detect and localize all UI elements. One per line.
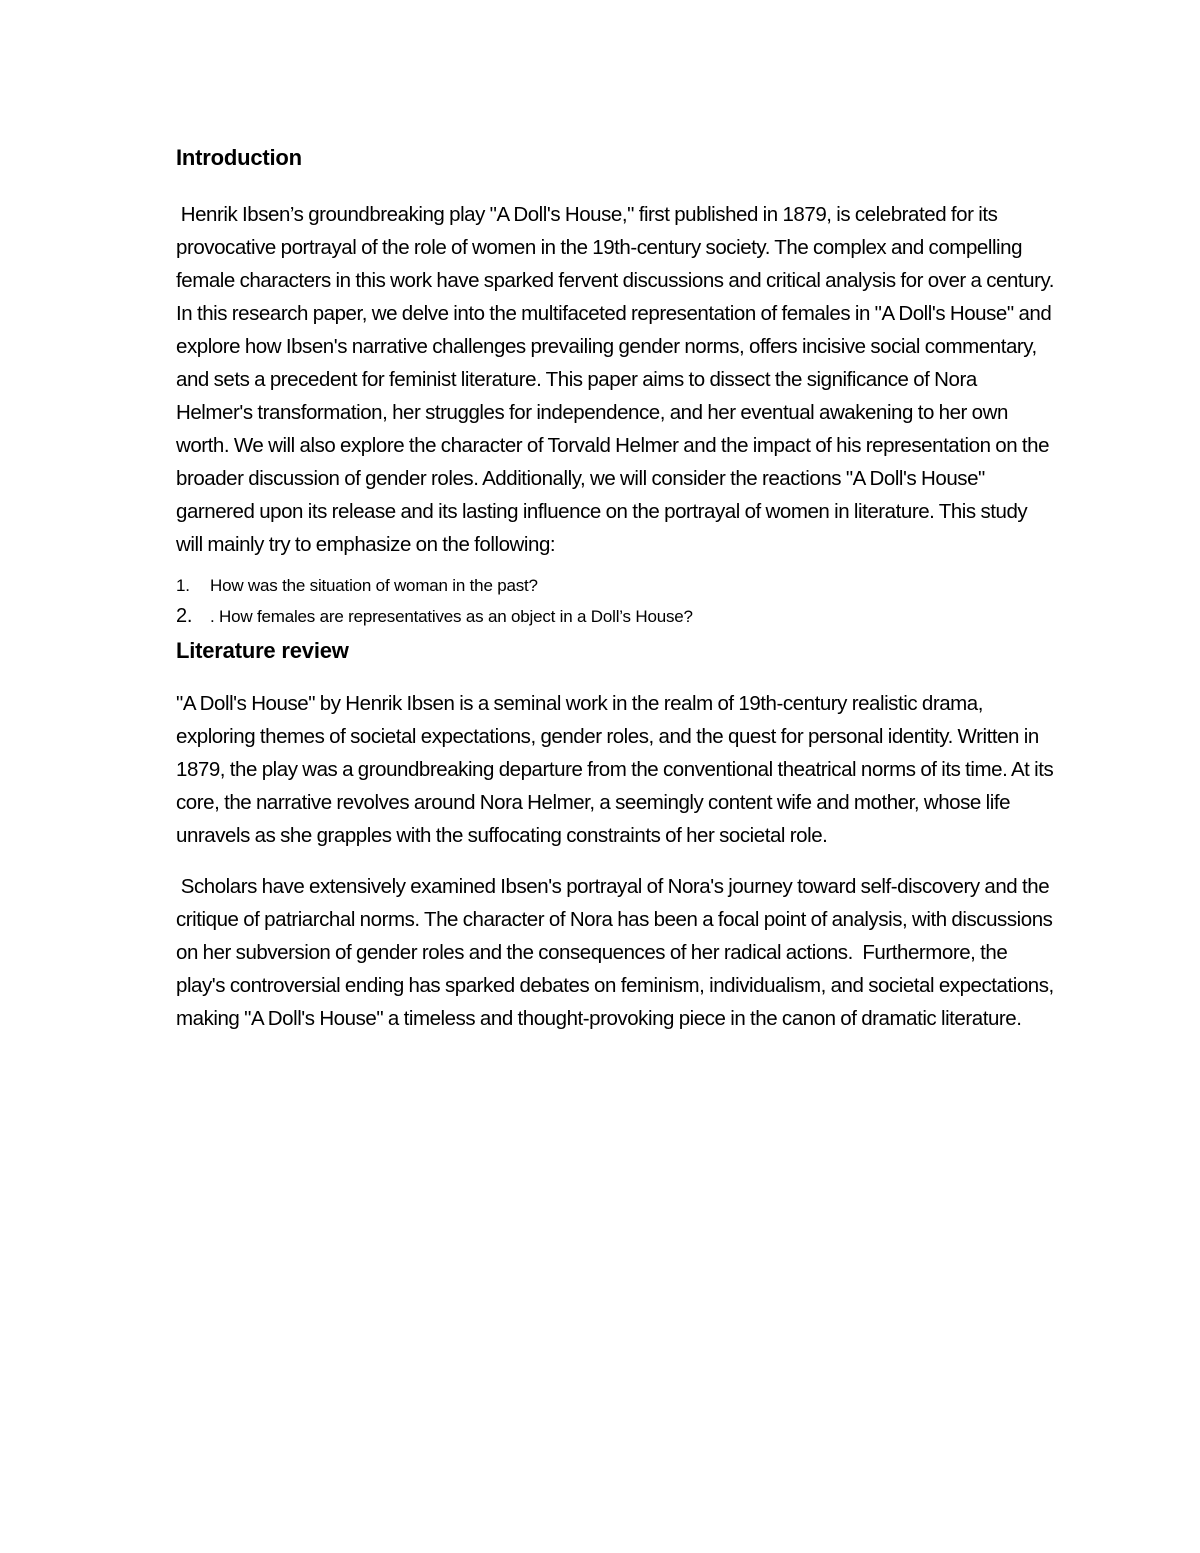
research-questions-list <box>176 573 1056 629</box>
list-item-number: 1. <box>176 576 190 595</box>
literature-review-paragraph-2: Scholars have extensively examined Ibsen's portrayal of Nora's journey toward self-discovery and the critique of patriarchal norms. The character of Nora has been a focal point of analysis, with discussions on her subversion of gender roles and the consequences of her radical actions. Furthermore, the play's controversial ending has sparked debates on feminism, individualism, and societal expectations, making "A Doll's House" a timeless and thought-provoking piece in the canon of dramatic literature. <box>176 875 1059 1030</box>
introduction-paragraph: Henrik Ibsen’s groundbreaking play "A Doll's House," first published in 1879, is celebrated for its provocative portrayal of the role of women in the 19th-century society. The complex and compelling female characters in this work have sparked fervent discussions and critical analysis for over a century. In this research paper, we delve into the multifaceted representation of females in "A Doll's House" and explore how Ibsen's narrative challenges prevailing gender norms, offers incisive social commentary, and sets a precedent for feminist literature. This paper aims to dissect the significance of Nora Helmer's transformation, her struggles for independence, and her eventual awakening to her own worth. We will also explore the character of Torvald Helmer and the impact of his representation on the broader discussion of gender roles. Additionally, we will consider the reactions "A Doll's House" garnered upon its release and its lasting influence on the portrayal of women in literature. This study will mainly try to emphasize on the following: <box>176 203 1059 556</box>
list-item <box>176 604 1056 629</box>
list-item-text: How was the situation of woman in the past? <box>210 576 538 595</box>
list-item <box>176 573 1056 598</box>
list-item-text: . How females are representatives as an object in a Doll’s House? <box>210 607 693 626</box>
document-body <box>176 142 1059 1035</box>
literature-review-heading: Literature review <box>176 638 349 663</box>
literature-review-paragraph-1: "A Doll's House" by Henrik Ibsen is a seminal work in the realm of 19th-century realistic drama, exploring themes of societal expectations, gender roles, and the quest for personal identity. Written in 1879, the play was a groundbreaking departure from the conventional theatrical norms of its time. At its core, the narrative revolves around Nora Helmer, a seemingly content wife and mother, whose life unravels as she grapples with the suffocating constraints of her societal role. <box>176 692 1054 847</box>
list-item-number: 2. <box>176 605 193 627</box>
introduction-heading: Introduction <box>176 145 302 170</box>
